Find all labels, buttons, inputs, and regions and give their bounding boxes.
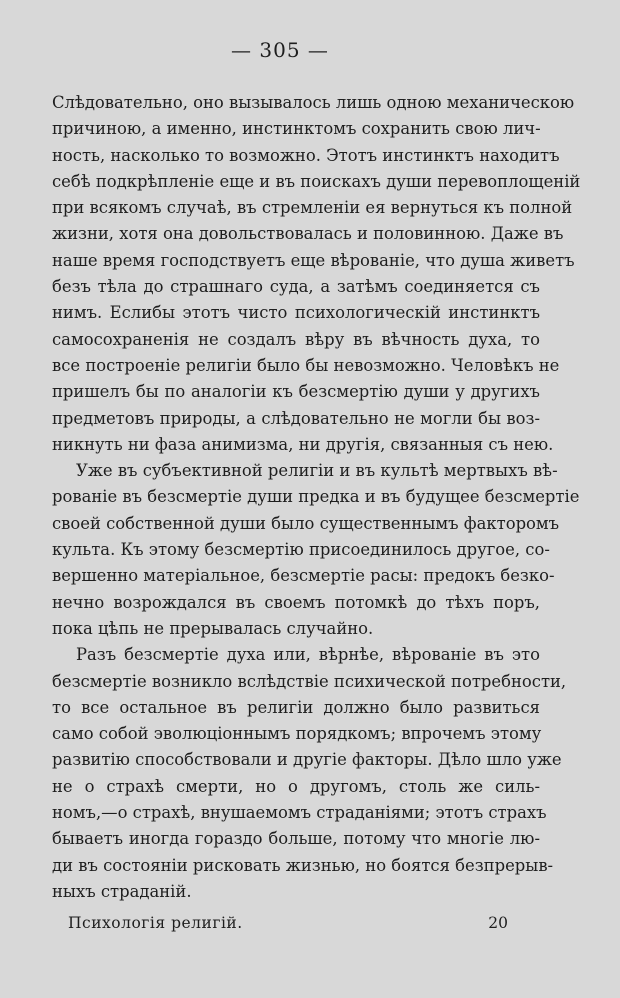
- text-line: бываетъ иногда гораздо больше, потому что многіе лю-: [52, 829, 540, 849]
- text-line: ди въ состояніи рисковать жизнью, но боятся безпрерыв-: [52, 855, 554, 875]
- text-line: при всякомъ случаѣ, въ стремленіи ея вернуться къ полной: [52, 198, 573, 218]
- text-line: все построеніе религіи было бы невозможно. Человѣкъ не: [52, 355, 560, 375]
- text-line: не о страхѣ смерти, но о другомъ, столь же силь-: [52, 776, 540, 796]
- text-line: причиною, а именно, инстинктомъ сохранить свою лич-: [52, 119, 541, 139]
- text-line: никнуть ни фаза анимизма, ни другія, связанныя съ нею.: [52, 434, 554, 454]
- text-line: номъ,—о страхѣ, внушаемомъ страданіями; этотъ страхъ: [52, 803, 547, 823]
- text-line: Уже въ субъективной религіи и въ культѣ мертвыхъ вѣ-: [76, 461, 558, 481]
- text-line: пришелъ бы по аналогіи къ безсмертію души у другихъ: [52, 382, 540, 402]
- text-line: безсмертіе возникло вслѣдствіе психической потребности,: [52, 671, 567, 691]
- text-line: то все остальное въ религіи должно было развиться: [52, 697, 540, 717]
- text-line: ность, насколько то возможно. Этотъ инстинктъ находитъ: [52, 145, 560, 165]
- text-line: жизни, хотя она довольствовалась и половинною. Даже въ: [52, 224, 564, 244]
- text-line: предметовъ природы, а слѣдовательно не могли бы воз-: [52, 408, 540, 428]
- page-number: — 305 —: [231, 38, 329, 62]
- text-line: Разъ безсмертіе духа или, вѣрнѣе, вѣрованіе въ это: [76, 645, 540, 665]
- text-line: нечно возрождался въ своемъ потомкѣ до тѣхъ поръ,: [52, 592, 540, 612]
- text-line: рованіе въ безсмертіе души предка и въ будущее безсмертіе: [52, 487, 580, 507]
- text-line: Слѣдовательно, оно вызывалось лишь одною механическою: [52, 93, 575, 112]
- text-line: само собой эволюціоннымъ порядкомъ; впрочемъ этому: [52, 724, 542, 744]
- text-line: самосохраненія не создалъ вѣру въ вѣчность духа, то: [52, 329, 540, 349]
- text-line: безъ тѣла до страшнаго суда, а затѣмъ соединяется съ: [52, 277, 540, 297]
- text-line: развитію способствовали и другіе факторы. Дѣло шло уже: [52, 750, 562, 770]
- text-line: нимъ. Еслибы этотъ чисто психологическій инстинктъ: [52, 303, 540, 323]
- footer-book-title: Психологія религій.: [68, 914, 243, 932]
- text-line: наше время господствуетъ еще вѣрованіе, что душа живетъ: [52, 250, 575, 270]
- text-line: культа. Къ этому безсмертію присоединилось другое, со-: [52, 540, 550, 560]
- text-line: себѣ подкрѣпленіе еще и въ поискахъ души перевоплощеній: [52, 171, 581, 191]
- text-line: своей собственной души было существеннымъ факторомъ: [52, 513, 560, 533]
- text-line: ныхъ страданій.: [52, 881, 192, 901]
- body-text: [52, 90, 581, 905]
- text-line: пока цѣпь не прерывалась случайно.: [52, 618, 374, 638]
- footer-signature-mark: 20: [488, 914, 508, 932]
- text-line: вершенно матеріальное, безсмертіе расы: предокъ безко-: [52, 566, 555, 586]
